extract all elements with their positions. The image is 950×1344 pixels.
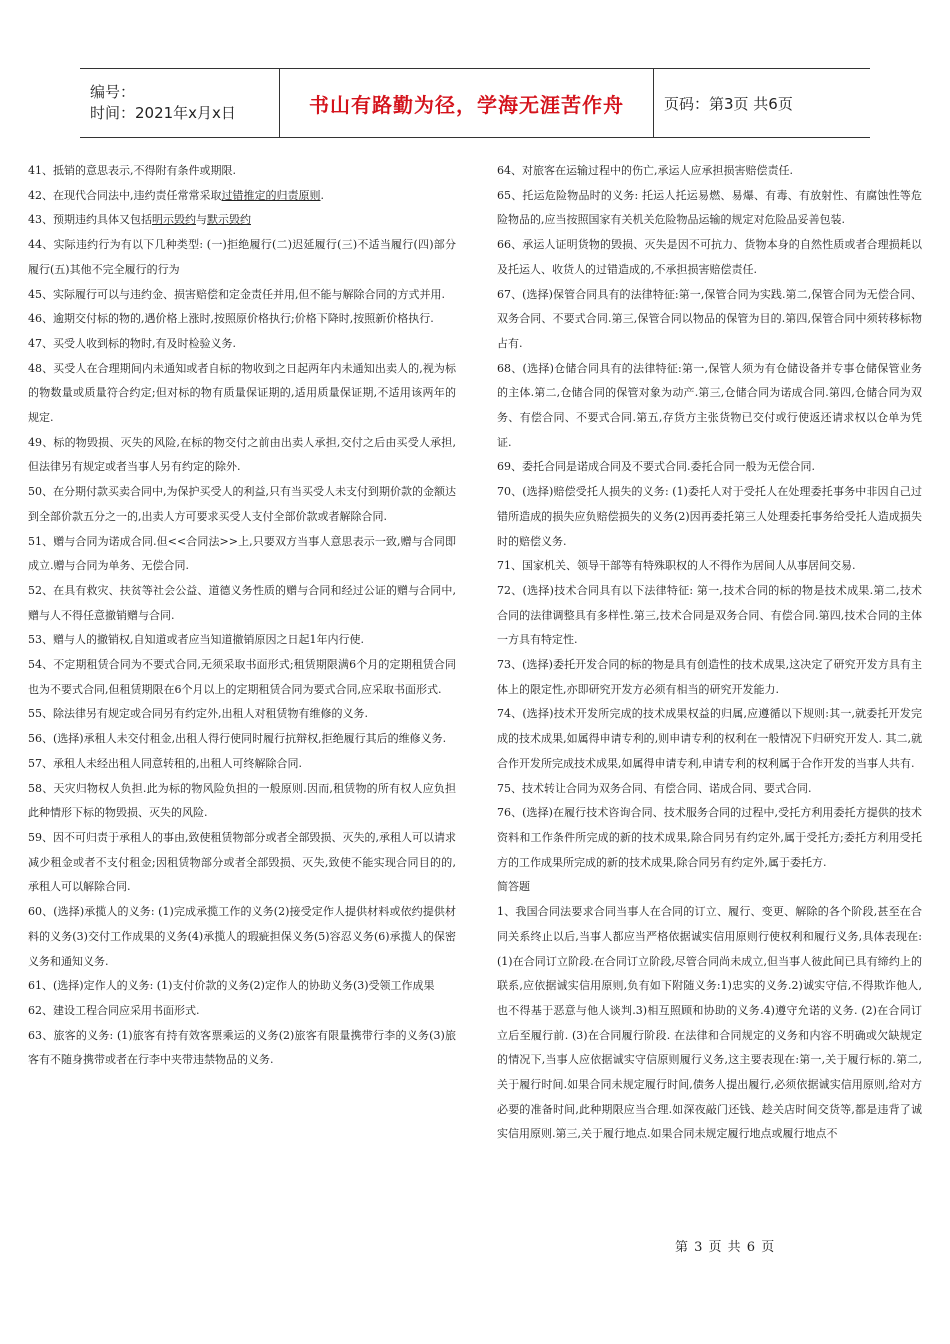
paragraph: 52、在具有救灾、扶贫等社会公益、道德义务性质的赠与合同和经过公证的赠与合同中,赠与人不得任意撤销赠与合同. xyxy=(28,583,456,622)
paragraph: 75、技术转让合同为双务合同、有偿合同、诺成合同、要式合同. xyxy=(497,781,812,795)
paragraph: 62、建设工程合同应采用书面形式. xyxy=(28,1003,200,1017)
paragraph: 41、抵销的意思表示,不得附有条件或期限. xyxy=(28,164,236,177)
paragraph: 67、(选择)保管合同具有的法律特征:第一,保管合同为实践.第二,保管合同为无偿合同、双务合同、不要式合同.第三,保管合同以物品的保管为目的.第四,保管合同中须转移标物占有. xyxy=(497,287,922,350)
paragraph: 45、实际履行可以与违约金、损害赔偿和定金责任并用,但不能与解除合同的方式并用. xyxy=(28,287,445,301)
paragraph: 53、赠与人的撤销权,自知道或者应当知道撤销原因之日起1年内行使. xyxy=(28,633,364,647)
paragraph-fragment: 43、预期违约具体又包括 xyxy=(28,213,152,227)
right-column xyxy=(497,159,922,1147)
paragraph: 76、(选择)在履行技术咨询合同、技术服务合同的过程中,受托方利用委托方提供的技术资料和工作条件所完成的新的技术成果,除合同另有约定外,属于受托方;委托方利用受托方的工作成果所完成的新的技术成果,除合同另有约定外,属于委托方. xyxy=(497,806,922,869)
document-header xyxy=(80,68,870,138)
paragraph-fragment: 与 xyxy=(196,213,207,227)
paragraph: 1、我国合同法要求合同当事人在合同的订立、履行、变更、解除的各个阶段,甚至在合同关系终止以后,当事人都应当严格依据诚实信用原则行使权利和履行义务,具体表现在: (1)在合同订立阶段.在合同订立阶段,尽管合同尚未成立,但当事人彼此间已具有缔约上的联系,应依据诚实信用原则,负有如下附随义务:1)忠实的义务.2)诚实守信,不得欺诈他人,也不得基于恶意与他人谈判.3)相互照顾和协助的义务.4)遵守允诺的义务. (2)在合同订立后至履行前. (3)在合同履行阶段. 在法律和合同规定的义务和内容不明确或欠缺规定的情况下,当事人应依据诚实守信原则履行义务,这主要表现在:第一,关于履行标的.第二,关于履行时间.如果合同未规定履行时间,债务人提出履行,必须依据诚实信用原则,给对方必要的准备时间,此种期限应当合理.如深夜敲门还钱、趁关店时间交货等,都是违背了诚实信用原则.第三,关于履行地点.如果合同未规定履行地点或履行地点不 xyxy=(497,905,922,1141)
paragraph: 61、(选择)定作人的义务: (1)支付价款的义务(2)定作人的协助义务(3)受领工作成果 xyxy=(28,979,435,993)
number-label: 编号： xyxy=(90,83,136,101)
paragraph: 58、天灾归物权人负担.此为标的物风险负担的一般原则.因而,租赁物的所有权人应负担此种情形下标的物毁损、灭失的风险. xyxy=(28,781,456,820)
page-label: 页码：第3页 共6页 xyxy=(664,94,793,113)
paragraph: 73、(选择)委托开发合同的标的物是具有创造性的技术成果,这决定了研究开发方具有主体上的限定性,亦即研究开发方必须有相当的研究开发能力. xyxy=(497,658,922,696)
paragraph: 简答题 xyxy=(497,880,530,894)
time-label: 时间：2021年x月x日 xyxy=(90,104,236,122)
paragraph: 55、除法律另有规定或合同另有约定外,出租人对租赁物有维修的义务. xyxy=(28,707,368,721)
paragraph-fragment: 42、在现代合同法中,违约责任常常采取 xyxy=(28,188,222,202)
paragraph: 54、不定期租赁合同为不要式合同,无须采取书面形式;租赁期限满6个月的定期租赁合同也为不要式合同,但租赁期限在6个月以上的定期租赁合同为要式合同,应采取书面形式. xyxy=(28,658,456,696)
paragraph xyxy=(28,208,456,233)
paragraph: 48、买受人在合理期间内未通知或者自标的物收到之日起两年内未通知出卖人的,视为标的物数量或质量符合约定;但对标的物有质量保证期的,适用质量保证期,不适用该两年的规定. xyxy=(28,361,456,425)
paragraph: 57、承租人未经出租人同意转租的,出租人可终解除合同. xyxy=(28,756,302,770)
paragraph: 66、承运人证明货物的毁损、灭失是因不可抗力、货物本身的自然性质或者合理损耗以及托运人、收货人的过错造成的,不承担损害赔偿责任. xyxy=(497,238,922,276)
paragraph: 74、(选择)技术开发所完成的技术成果权益的归属,应遵循以下规则:其一,就委托开发完成的技术成果,如属得申请专利的,则申请专利的权利在一般情况下归研究开发人. 其二,就合作开发所完成技术成果,如属得申请专利,申请专利的权利属于合作开发的当事人共有. xyxy=(497,707,922,770)
paragraph: 56、(选择)承租人未交付租金,出租人得行使同时履行抗辩权,拒绝履行其后的维修义务. xyxy=(28,732,447,746)
paragraph: 71、国家机关、领导干部等有特殊职权的人不得作为居间人从事居间交易. xyxy=(497,559,856,573)
header-meta xyxy=(80,69,280,137)
underlined-term: 过错推定的归责原则 xyxy=(221,188,321,202)
paragraph: 65、托运危险物品时的义务: 托运人托运易燃、易爆、有毒、有放射性、有腐蚀性等危险物品的,应当按照国家有关机关危险物品运输的规定对危险品妥善包装. xyxy=(497,188,922,227)
left-column xyxy=(28,159,456,1073)
paragraph: 46、逾期交付标的物的,遇价格上涨时,按照原价格执行;价格下降时,按照新价格执行. xyxy=(28,312,434,326)
paragraph xyxy=(28,184,456,209)
paragraph: 60、(选择)承揽人的义务: (1)完成承揽工作的义务(2)接受定作人提供材料或依约提供材料的义务(3)交付工作成果的义务(4)承揽人的瑕疵担保义务(5)容忍义务(6)承揽人的保密义务和通知义务. xyxy=(28,905,456,968)
paragraph: 50、在分期付款买卖合同中,为保护买受人的利益,只有当买受人未支付到期价款的金额达到全部价款五分之一的,出卖人方可要求买受人支付全部价款或者解除合同. xyxy=(28,485,456,523)
paragraph: 44、实际违约行为有以下几种类型: (一)拒绝履行(二)迟延履行(三)不适当履行(四)部分履行(五)其他不完全履行的行为 xyxy=(28,238,456,276)
paragraph: 49、标的物毁损、灭失的风险,在标的物交付之前由出卖人承担,交付之后由买受人承担,但法律另有规定或者当事人另有约定的除外. xyxy=(28,435,456,474)
header-page-cell xyxy=(654,69,870,137)
page-footer: 第 3 页 共 6 页 xyxy=(675,1240,776,1255)
paragraph: 70、(选择)赔偿受托人损失的义务: (1)委托人对于受托人在处理委托事务中非因自己过错所造成的损失应负赔偿损失的义务(2)因再委托第三人处理委托事务给受托人造成损失时的赔偿义务. xyxy=(497,485,922,548)
header-motto-cell xyxy=(280,69,654,137)
paragraph: 68、(选择)仓储合同具有的法律特征:第一,保管人须为有仓储设备并专事仓储保管业务的主体.第二,仓储合同的保管对象为动产.第三,仓储合同为诺成合同.第四,仓储合同为双务、有偿合同、不要式合同.第五,存货方主张货物已交付或行使返还请求权以仓单为凭证. xyxy=(497,361,922,449)
paragraph: 72、(选择)技术合同具有以下法律特征: 第一,技术合同的标的物是技术成果.第二,技术合同的法律调整具有多样性.第三,技术合同是双务合同、有偿合同.第四,技术合同的主体一方具有特定性. xyxy=(497,583,922,647)
underlined-term: 明示毁约 xyxy=(152,213,196,227)
paragraph: 63、旅客的义务: (1)旅客有持有效客票乘运的义务(2)旅客有限量携带行李的义务(3)旅客有不随身携带或者在行李中夹带违禁物品的义务. xyxy=(28,1028,456,1067)
underlined-term: 默示毁约 xyxy=(207,213,251,227)
paragraph: 69、委托合同是诺成合同及不要式合同.委托合同一般为无偿合同. xyxy=(497,460,815,474)
paragraph: 51、赠与合同为诺成合同.但<<合同法>>上,只要双方当事人意思表示一致,赠与合同即成立.赠与合同为单务、无偿合同. xyxy=(28,534,456,573)
motto-text: 书山有路勤为径，学海无涯苦作舟 xyxy=(309,92,624,117)
paragraph: 64、对旅客在运输过程中的伤亡,承运人应承担损害赔偿责任. xyxy=(497,164,793,177)
paragraph: 59、因不可归责于承租人的事由,致使租赁物部分或者全部毁损、灭失的,承租人可以请求减少租金或者不支付租金;因租赁物部分或者全部毁损、灭失,致使不能实现合同目的的,承租人可以解除合同. xyxy=(28,830,456,894)
paragraph-fragment: . xyxy=(320,188,324,202)
paragraph: 47、买受人收到标的物时,有及时检验义务. xyxy=(28,336,236,350)
